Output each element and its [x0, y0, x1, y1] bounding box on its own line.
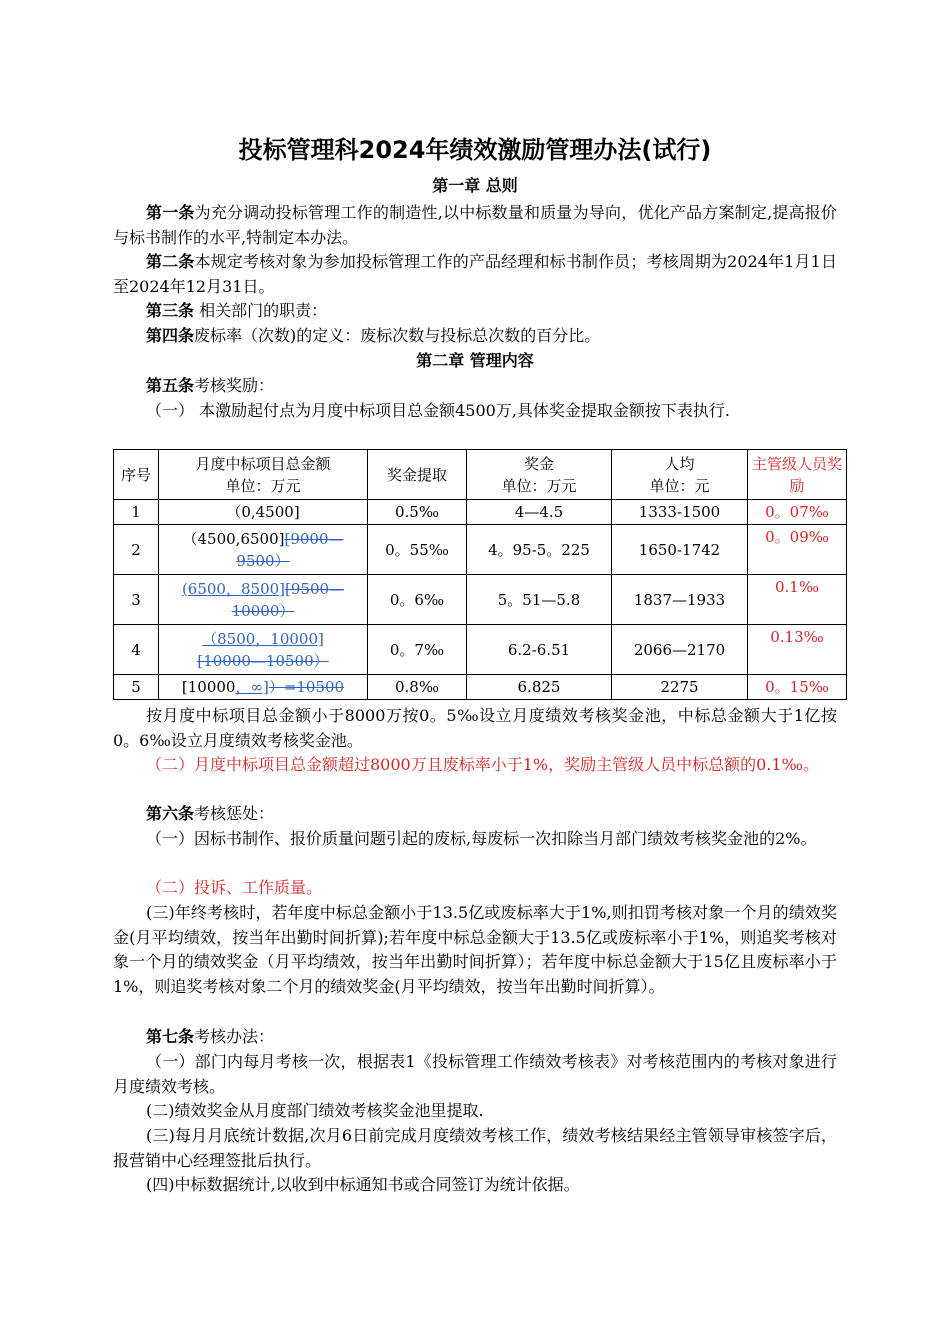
row-bonus: 5。51—5.8 — [467, 575, 612, 625]
article-2-label: 第二条 — [146, 252, 195, 271]
row-rate: 0.8‰ — [368, 675, 467, 700]
table-row — [114, 675, 847, 700]
header-no: 序号 — [114, 450, 159, 500]
article-7 — [113, 1025, 837, 1050]
row-range: (6500，8500][9500—10000） — [159, 575, 368, 625]
row-manager-bonus: 0。15‰ — [748, 675, 847, 700]
row-rate: 0.5‰ — [368, 500, 467, 525]
article-5-clause-1: （一） 本激励起付点为月度中标项目总金额4500万,具体奖金提取金额按下表执行. — [146, 401, 730, 420]
row-manager-bonus: 0.13‰ — [748, 625, 847, 675]
article-6-clause-2: （二）投诉、工作质量。 — [146, 878, 323, 897]
article-3-text: 相关部门的职责： — [194, 301, 328, 320]
row-avg: 1650-1742 — [612, 525, 748, 575]
article-7-clause-3: (三)每月月底统计数据,次月6日前完成月度绩效考核工作，绩效考核结果经主管领导审核签字后，报营销中心经理签批后执行。 — [113, 1126, 837, 1170]
article-6-text: 考核惩处： — [194, 804, 275, 823]
article-6 — [113, 802, 837, 827]
header-bonus: 奖金 单位：万元 — [467, 450, 612, 500]
header-manager-bonus: 主管级人员奖励 — [748, 450, 847, 500]
article-4-text: 废标率（次数)的定义：废标次数与投标总次数的百分比。 — [194, 326, 601, 345]
article-6-clause-3: (三)年终考核时，若年度中标总金额小于13.5亿或废标率大于1%,则扣罚考核对象一个月的绩效奖金(月平均绩效，按当年出勤时间折算);若年度中标总金额大于13.5亿或废标率小于1%，则追奖考核对象一个月的绩效奖金（月平均绩效，按当年出勤时间折算）；若年度中标总金额大于15亿且废标率小于1%，则追奖考核对象二个月的绩效奖金(月平均绩效，按当年出勤时间折算）。 — [113, 903, 837, 996]
article-3-label: 第三条 — [146, 301, 195, 320]
row-rate: 0。7‰ — [368, 625, 467, 675]
article-3 — [113, 299, 837, 324]
article-2-text: 本规定考核对象为参加投标管理工作的产品经理和标书制作员；考核周期为2024年1月1日至2024年12月31日。 — [113, 252, 837, 296]
article-5-text: 考核奖励： — [194, 376, 275, 395]
chapter-2-heading: 第二章 管理内容 — [416, 351, 534, 370]
header-amount: 月度中标项目总金额 单位：万元 — [159, 450, 368, 500]
article-1 — [113, 201, 837, 250]
article-5 — [113, 374, 837, 399]
row-manager-bonus: 0。07‰ — [748, 500, 847, 525]
table-row — [114, 500, 847, 525]
row-avg: 2066—2170 — [612, 625, 748, 675]
row-manager-bonus: 0。09‰ — [748, 525, 847, 575]
row-avg: 2275 — [612, 675, 748, 700]
row-no: 1 — [114, 500, 159, 525]
article-2 — [113, 250, 837, 299]
bonus-table-header — [114, 450, 847, 500]
table-row — [114, 525, 847, 575]
bonus-table — [113, 449, 847, 700]
row-range: [10000，∞]）=10500 — [159, 675, 368, 700]
article-6-clause-1: （一）因标书制作、报价质量问题引起的废标,每废标一次扣除当月部门绩效考核奖金池的2%。 — [146, 829, 817, 848]
row-bonus: 4—4.5 — [467, 500, 612, 525]
document-title: 投标管理科2024年绩效激励管理办法(试行) — [238, 136, 712, 164]
article-5-clause-2: （二）月度中标项目总金额超过8000万且废标率小于1%，奖励主管级人员中标总额的0.1‰。 — [146, 755, 820, 774]
header-avg: 人均 单位：元 — [612, 450, 748, 500]
row-avg: 1837—1933 — [612, 575, 748, 625]
article-7-clause-4: (四)中标数据统计,以收到中标通知书或合同签订为统计依据。 — [146, 1175, 580, 1194]
row-rate: 0。6‰ — [368, 575, 467, 625]
row-manager-bonus: 0.1‰ — [748, 575, 847, 625]
row-no: 2 — [114, 525, 159, 575]
row-no: 5 — [114, 675, 159, 700]
row-bonus: 4。95-5。225 — [467, 525, 612, 575]
row-range: （8500，10000] [10000—10500） — [159, 625, 368, 675]
article-4-label: 第四条 — [146, 326, 195, 345]
row-rate: 0。55‰ — [368, 525, 467, 575]
table-row — [114, 575, 847, 625]
article-7-clause-1: （一）部门内每月考核一次，根据表1《投标管理工作绩效考核表》对考核范围内的考核对象进行月度绩效考核。 — [113, 1052, 837, 1096]
article-1-text: 为充分调动投标管理工作的制造性,以中标数量和质量为导向，优化产品方案制定,提高报价与标书制作的水平,特制定本办法。 — [113, 203, 837, 247]
header-rate: 奖金提取 — [368, 450, 467, 500]
article-6-label: 第六条 — [146, 804, 195, 823]
row-avg: 1333-1500 — [612, 500, 748, 525]
article-1-label: 第一条 — [146, 203, 195, 222]
row-range: （0,4500] — [159, 500, 368, 525]
chapter-1-heading: 第一章 总则 — [432, 176, 518, 195]
row-no: 3 — [114, 575, 159, 625]
article-5-label: 第五条 — [146, 376, 195, 395]
row-range: （4500,6500][9000—9500） — [159, 525, 368, 575]
table-row — [114, 625, 847, 675]
article-7-clause-2: (二)绩效奖金从月度部门绩效考核奖金池里提取. — [146, 1101, 484, 1120]
row-bonus: 6.825 — [467, 675, 612, 700]
article-5-pool-rule: 按月度中标项目总金额小于8000万按0。5‰设立月度绩效考核奖金池，中标总金额大于1亿按0。6‰设立月度绩效考核奖金池。 — [113, 706, 837, 750]
article-7-label: 第七条 — [146, 1027, 195, 1046]
article-7-text: 考核办法： — [194, 1027, 275, 1046]
article-4 — [113, 324, 837, 349]
row-no: 4 — [114, 625, 159, 675]
row-bonus: 6.2-6.51 — [467, 625, 612, 675]
